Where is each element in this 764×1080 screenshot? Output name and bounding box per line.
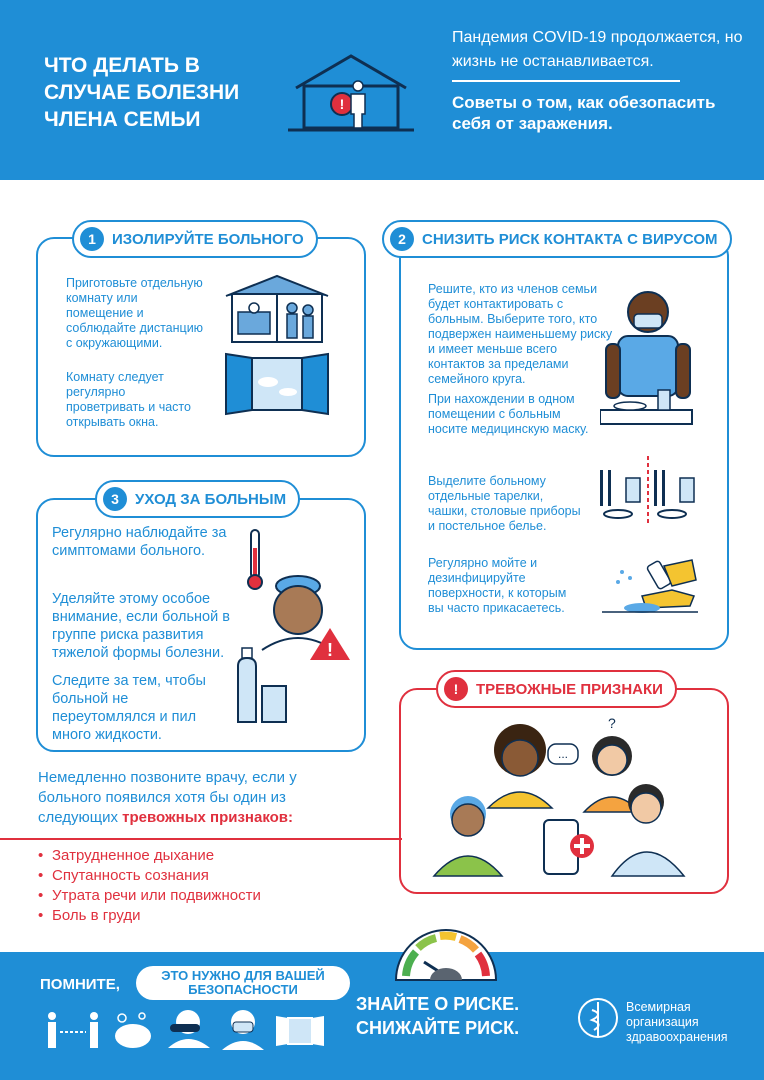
header-divider bbox=[452, 80, 680, 82]
risk-text-mask: При нахождении в одном помещении с больным носите медицинскую маску. bbox=[428, 392, 589, 436]
list-item: • Боль в груди bbox=[38, 907, 141, 924]
bullet-dot: • bbox=[38, 867, 44, 884]
section-title: СНИЗИТЬ РИСК КОНТАКТА С ВИРУСОМ bbox=[422, 230, 718, 248]
risk-gauge-icon bbox=[390, 916, 502, 982]
svg-text:!: ! bbox=[327, 640, 333, 660]
bullet-dot: • bbox=[38, 887, 44, 904]
page-title: ЧТО ДЕЛАТЬ В СЛУЧАЕ БОЛЕЗНИ ЧЛЕНА СЕМЬИ bbox=[44, 54, 240, 131]
window-ventilation-icon bbox=[274, 1014, 326, 1048]
bullet-dot: • bbox=[38, 847, 44, 864]
red-divider bbox=[0, 838, 402, 840]
list-item: • Спутанность сознания bbox=[38, 867, 209, 884]
bullet-dot: • bbox=[38, 907, 44, 924]
pill-care bbox=[95, 480, 300, 518]
cough-elbow-icon bbox=[166, 1008, 212, 1050]
water-bottle-glass-icon bbox=[234, 646, 292, 726]
separate-dishes-icon bbox=[596, 456, 700, 524]
isolate-text-ventilate: Комнату следует регулярно проветривать и часто открывать окна. bbox=[66, 370, 191, 429]
disinfect-surface-icon bbox=[602, 556, 698, 620]
urgent-call-text bbox=[38, 768, 348, 828]
section-number: 2 bbox=[390, 227, 414, 251]
list-item: • Утрата речи или подвижности bbox=[38, 887, 261, 904]
list-item: • Затрудненное дыхание bbox=[38, 847, 215, 864]
who-name: Всемирная организация здравоохранения bbox=[626, 1000, 728, 1044]
isolate-text-room: Приготовьте отдельную комнату или помещение и соблюдайте дистанцию с окружающими. bbox=[66, 276, 204, 350]
mask-icon bbox=[220, 1008, 266, 1050]
warning-icon: ! bbox=[444, 677, 468, 701]
footer-remember: ПОМНИТЕ, bbox=[40, 976, 120, 993]
header-subtitle: Пандемия COVID-19 продолжается, но жизнь не останавливается. bbox=[452, 29, 743, 70]
house-illustration bbox=[286, 52, 416, 132]
pill-reduce-risk bbox=[382, 220, 732, 258]
caregiver-mask-icon bbox=[600, 278, 696, 430]
section-title: ТРЕВОЖНЫЕ ПРИЗНАКИ bbox=[476, 680, 663, 698]
footer-safety-badge: ЭТО НУЖНО ДЛЯ ВАШЕЙ БЕЗОПАСНОСТИ bbox=[136, 966, 350, 1000]
warning-signs-list bbox=[38, 846, 261, 926]
svg-text:...: ... bbox=[557, 747, 569, 761]
separate-room-icon bbox=[222, 272, 332, 346]
care-text-symptoms: Регулярно наблюдайте за симптомами больного. bbox=[52, 525, 227, 559]
open-window-icon bbox=[222, 352, 332, 416]
risk-text-caregiver: Решите, кто из членов семьи будет контактировать с больным. Выберите того, кто подвержен наименьшему риску и имеет меньше всего контактов за пределами семейного круга. bbox=[428, 282, 613, 386]
section-title: ИЗОЛИРУЙТЕ БОЛЬНОГО bbox=[112, 230, 304, 248]
header-tagline: Советы о том, как обезопасить себя от заражения. bbox=[452, 93, 716, 133]
section-title: УХОД ЗА БОЛЬНЫМ bbox=[135, 490, 287, 508]
risk-text-disinfect: Регулярно мойте и дезинфицируйте поверхности, к которым вы часто прикасаетесь. bbox=[428, 556, 567, 615]
distance-icon bbox=[44, 1010, 102, 1050]
pill-isolate bbox=[72, 220, 318, 258]
warning-people-illustration bbox=[430, 716, 694, 884]
pill-warning bbox=[436, 670, 677, 708]
urgent-highlight: тревожных признаков: bbox=[122, 809, 294, 826]
footer-slogan bbox=[356, 992, 519, 1040]
section-number: 3 bbox=[103, 487, 127, 511]
section-number: 1 bbox=[80, 227, 104, 251]
slogan-line-2: СНИЖАЙТЕ РИСК. bbox=[356, 1018, 520, 1038]
urgent-intro: Немедленно позвоните врачу, если у больного появился хотя бы один из следующих bbox=[38, 769, 297, 826]
svg-text:!: ! bbox=[339, 96, 345, 112]
slogan-line-1: ЗНАЙТЕ О РИСКЕ. bbox=[356, 994, 520, 1014]
svg-text:?: ? bbox=[608, 716, 616, 731]
risk-text-dishes: Выделите больному отдельные тарелки, чашки, столовые приборы и постельное белье. bbox=[428, 474, 581, 533]
handwash-icon bbox=[110, 1010, 156, 1050]
care-text-fluids: Следите за тем, чтобы больной не переутомлялся и пил много жидкости. bbox=[52, 673, 206, 743]
care-text-risk-group: Уделяйте этому особое внимание, если больной в группе риска развития тяжелой формы болезни. bbox=[52, 591, 230, 661]
who-emblem-icon bbox=[576, 996, 620, 1040]
